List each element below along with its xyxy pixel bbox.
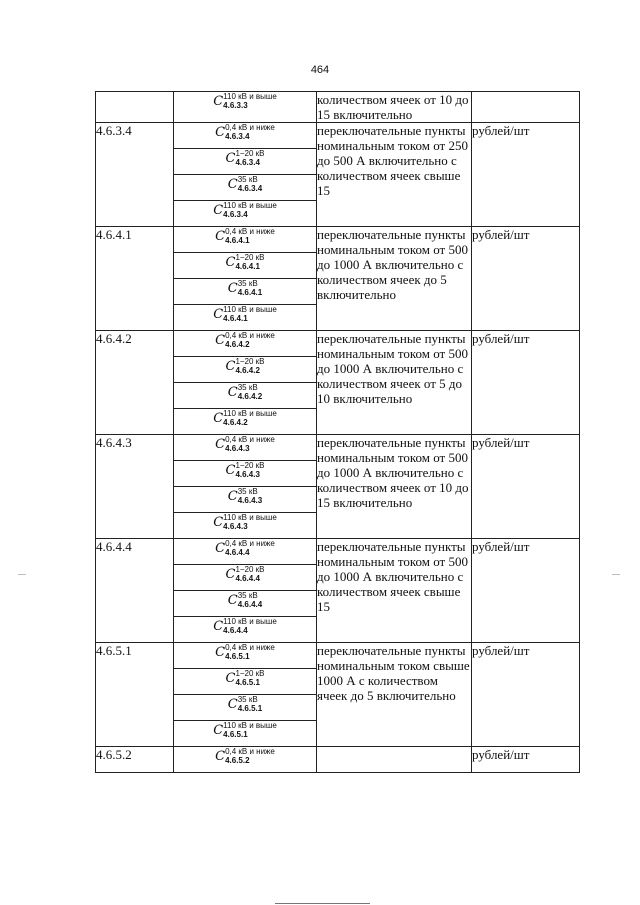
voltage-class-superscript: 1−20 кВ	[235, 461, 265, 471]
item-code	[96, 92, 174, 123]
item-subscript: 4.6.3.4	[225, 132, 250, 142]
item-subscript: 4.6.4.3	[223, 522, 248, 532]
item-code: 4.6.4.4	[96, 539, 174, 643]
rate-symbol-letter: C	[213, 306, 224, 322]
item-subscript: 4.6.5.2	[225, 756, 250, 766]
voltage-class-superscript: 1−20 кВ	[235, 565, 265, 575]
tariff-table-body	[96, 92, 580, 773]
rate-symbol-letter: C	[213, 410, 224, 426]
voltage-class-superscript: 35 кВ	[237, 175, 258, 185]
rate-symbol	[228, 591, 262, 609]
rate-symbol	[213, 92, 277, 110]
item-code: 4.6.4.2	[96, 331, 174, 435]
table-row	[96, 227, 580, 253]
rate-symbol	[213, 513, 277, 531]
rate-symbol-cell	[174, 201, 317, 227]
table-row	[96, 123, 580, 149]
rate-symbol-cell	[174, 409, 317, 435]
rate-symbol	[225, 669, 264, 687]
rate-symbol-letter: C	[225, 358, 236, 374]
rate-symbol-cell	[174, 149, 317, 175]
unit-of-measure: рублей/шт	[472, 435, 580, 539]
rate-symbol-letter: C	[225, 566, 236, 582]
item-subscript: 4.6.4.3	[235, 470, 260, 480]
table-row	[96, 435, 580, 461]
voltage-class-superscript: 0,4 кВ и ниже	[225, 747, 275, 757]
rate-symbol	[215, 435, 275, 453]
voltage-class-superscript: 35 кВ	[237, 383, 258, 393]
rate-symbol-letter: C	[213, 202, 224, 218]
rate-symbol-cell	[174, 487, 317, 513]
rate-symbol	[225, 461, 264, 479]
unit-of-measure: рублей/шт	[472, 331, 580, 435]
rate-symbol-cell	[174, 279, 317, 305]
rate-symbol-letter: C	[225, 150, 236, 166]
rate-symbol-cell	[174, 305, 317, 331]
rate-symbol-letter: C	[227, 176, 238, 192]
item-subscript: 4.6.4.3	[225, 444, 250, 454]
rate-symbol-cell	[174, 591, 317, 617]
unit-of-measure: рублей/шт	[472, 227, 580, 331]
rate-symbol-cell	[174, 747, 317, 773]
rate-symbol-cell	[174, 123, 317, 149]
rate-symbol-letter: C	[225, 254, 236, 270]
rate-symbol	[213, 305, 277, 323]
item-subscript: 4.6.4.4	[223, 626, 248, 636]
rate-symbol-cell	[174, 539, 317, 565]
item-description: переключательные пункты номинальным током от 500 до 1000 А включительно с количеством ячеек от 10 до 15 включительно	[317, 435, 472, 539]
item-subscript: 4.6.4.2	[237, 392, 263, 402]
rate-symbol	[215, 227, 275, 245]
voltage-class-superscript: 110 кВ и выше	[223, 721, 277, 731]
voltage-class-superscript: 1−20 кВ	[235, 357, 265, 367]
item-description: переключательные пункты номинальным током от 500 до 1000 А включительно с количеством ячеек свыше 15	[317, 539, 472, 643]
item-subscript: 4.6.3.4	[237, 184, 263, 194]
item-subscript: 4.6.4.2	[223, 418, 248, 428]
rate-symbol-letter: C	[227, 488, 238, 504]
rate-symbol-letter: C	[227, 384, 238, 400]
rate-symbol-letter: C	[215, 228, 226, 244]
rate-symbol-letter: C	[213, 514, 224, 530]
rate-symbol-letter: C	[227, 280, 238, 296]
rate-symbol	[215, 539, 275, 557]
item-description: переключательные пункты номинальным током от 500 до 1000 А включительно с количеством ячеек до 5 включительно	[317, 227, 472, 331]
rate-symbol-letter: C	[215, 644, 226, 660]
item-subscript: 4.6.4.3	[237, 496, 263, 506]
table-row	[96, 643, 580, 669]
scan-edge-mark-right	[612, 574, 620, 575]
voltage-class-superscript: 35 кВ	[237, 591, 258, 601]
item-subscript: 4.6.4.1	[225, 236, 250, 246]
item-code: 4.6.4.1	[96, 227, 174, 331]
item-description: переключательные пункты номинальным током свыше 1000 А с количеством ячеек до 5 включительно	[317, 643, 472, 747]
unit-of-measure: рублей/шт	[472, 747, 580, 773]
rate-symbol-letter: C	[213, 93, 224, 109]
voltage-class-superscript: 0,4 кВ и ниже	[225, 643, 275, 653]
rate-symbol	[213, 409, 277, 427]
rate-symbol-cell	[174, 175, 317, 201]
rate-symbol-cell	[174, 383, 317, 409]
item-subscript: 4.6.5.1	[223, 730, 248, 740]
item-subscript: 4.6.3.3	[223, 101, 248, 111]
voltage-class-superscript: 1−20 кВ	[235, 149, 265, 159]
unit-of-measure: рублей/шт	[472, 643, 580, 747]
rate-symbol-letter: C	[227, 696, 238, 712]
voltage-class-superscript: 110 кВ и выше	[223, 617, 277, 627]
scan-edge-mark-left	[18, 574, 26, 575]
rate-symbol-letter: C	[225, 462, 236, 478]
item-subscript: 4.6.4.4	[225, 548, 250, 558]
rate-symbol-cell	[174, 565, 317, 591]
item-subscript: 4.6.5.1	[237, 704, 263, 714]
table-row	[96, 747, 580, 773]
rate-symbol-letter: C	[225, 670, 236, 686]
unit-of-measure: рублей/шт	[472, 539, 580, 643]
item-subscript: 4.6.5.1	[225, 652, 250, 662]
voltage-class-superscript: 110 кВ и выше	[223, 513, 277, 523]
rate-symbol-letter: C	[215, 748, 226, 764]
rate-symbol-cell	[174, 721, 317, 747]
rate-symbol	[215, 331, 275, 349]
item-code: 4.6.4.3	[96, 435, 174, 539]
item-subscript: 4.6.4.2	[235, 366, 260, 376]
voltage-class-superscript: 35 кВ	[237, 279, 258, 289]
voltage-class-superscript: 110 кВ и выше	[223, 409, 277, 419]
rate-symbol-cell	[174, 643, 317, 669]
rate-symbol-cell	[174, 227, 317, 253]
rate-symbol	[225, 357, 264, 375]
rate-symbol	[228, 279, 262, 297]
rate-symbol	[225, 149, 264, 167]
item-description	[317, 747, 472, 773]
rate-symbol-cell	[174, 617, 317, 643]
rate-symbol	[215, 747, 275, 765]
rate-symbol-letter: C	[215, 332, 226, 348]
rate-symbol-cell	[174, 461, 317, 487]
voltage-class-superscript: 35 кВ	[237, 695, 258, 705]
item-description: переключательные пункты номинальным током от 500 до 1000 А включительно с количеством ячеек от 5 до 10 включительно	[317, 331, 472, 435]
rate-symbol-cell	[174, 331, 317, 357]
item-code: 4.6.5.1	[96, 643, 174, 747]
rate-symbol	[228, 695, 262, 713]
item-subscript: 4.6.4.2	[225, 340, 250, 350]
item-subscript: 4.6.4.4	[237, 600, 263, 610]
voltage-class-superscript: 35 кВ	[237, 487, 258, 497]
item-subscript: 4.6.4.1	[235, 262, 260, 272]
rate-symbol	[215, 123, 275, 141]
item-description: количеством ячеек от 10 до 15 включительно	[317, 92, 472, 123]
table-row	[96, 539, 580, 565]
rate-symbol	[228, 487, 262, 505]
page-number: 464	[310, 64, 330, 76]
voltage-class-superscript: 0,4 кВ и ниже	[225, 331, 275, 341]
item-code: 4.6.3.4	[96, 123, 174, 227]
rate-symbol-cell	[174, 669, 317, 695]
voltage-class-superscript: 0,4 кВ и ниже	[225, 435, 275, 445]
rate-symbol	[215, 643, 275, 661]
item-subscript: 4.6.3.4	[235, 158, 260, 168]
voltage-class-superscript: 1−20 кВ	[235, 669, 265, 679]
rate-symbol-cell	[174, 253, 317, 279]
voltage-class-superscript: 0,4 кВ и ниже	[225, 539, 275, 549]
item-subscript: 4.6.4.1	[223, 314, 248, 324]
unit-of-measure: рублей/шт	[472, 123, 580, 227]
rate-symbol	[213, 617, 277, 635]
rate-symbol-letter: C	[215, 124, 226, 140]
rate-symbol-letter: C	[227, 592, 238, 608]
table-row	[96, 92, 580, 123]
voltage-class-superscript: 0,4 кВ и ниже	[225, 123, 275, 133]
rate-symbol-cell	[174, 435, 317, 461]
item-description: переключательные пункты номинальным током от 250 до 500 А включительно с количеством ячеек свыше 15	[317, 123, 472, 227]
rate-symbol	[225, 253, 264, 271]
voltage-class-superscript: 110 кВ и выше	[223, 305, 277, 315]
item-code: 4.6.5.2	[96, 747, 174, 773]
voltage-class-superscript: 1−20 кВ	[235, 253, 265, 263]
rate-symbol-cell	[174, 695, 317, 721]
tariff-table	[95, 91, 580, 773]
table-row	[96, 331, 580, 357]
voltage-class-superscript: 110 кВ и выше	[223, 201, 277, 211]
item-subscript: 4.6.4.4	[235, 574, 260, 584]
rate-symbol-cell	[174, 357, 317, 383]
item-subscript: 4.6.3.4	[223, 210, 248, 220]
rate-symbol	[213, 201, 277, 219]
rate-symbol	[225, 565, 264, 583]
rate-symbol-letter: C	[215, 540, 226, 556]
item-subscript: 4.6.4.1	[237, 288, 263, 298]
rate-symbol-letter: C	[215, 436, 226, 452]
rate-symbol-letter: C	[213, 618, 224, 634]
voltage-class-superscript: 110 кВ и выше	[223, 92, 277, 102]
rate-symbol-cell	[174, 92, 317, 123]
rate-symbol	[213, 721, 277, 739]
voltage-class-superscript: 0,4 кВ и ниже	[225, 227, 275, 237]
rate-symbol	[228, 383, 262, 401]
rate-symbol-cell	[174, 513, 317, 539]
item-subscript: 4.6.5.1	[235, 678, 260, 688]
unit-of-measure	[472, 92, 580, 123]
rate-symbol-letter: C	[213, 722, 224, 738]
bottom-rule	[275, 903, 370, 904]
rate-symbol	[228, 175, 262, 193]
